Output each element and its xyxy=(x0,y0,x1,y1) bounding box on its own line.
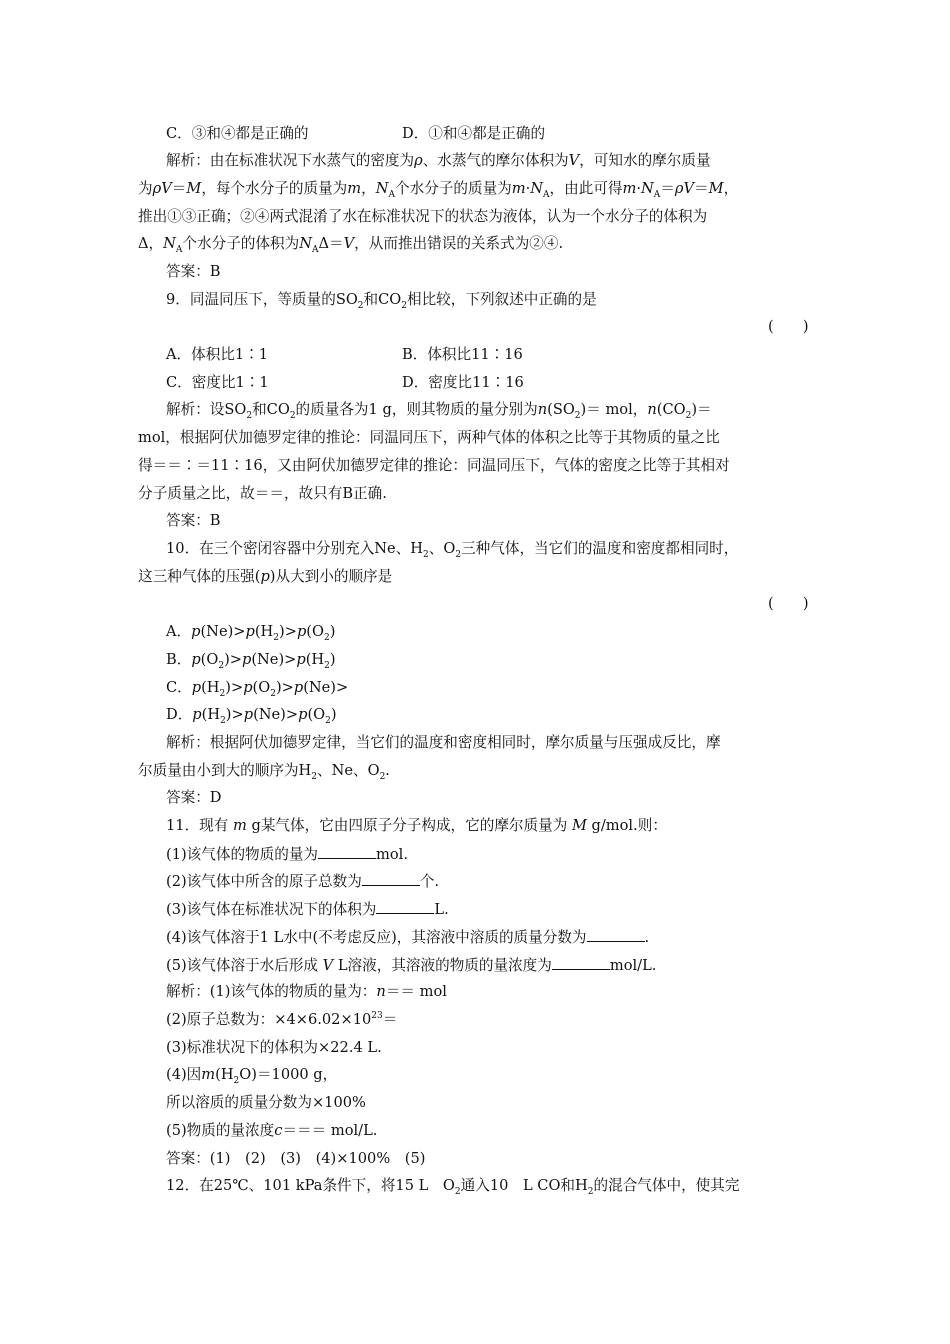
q10-answer-paren: ( ) xyxy=(768,595,809,612)
q9-analysis-line-4: 分子质量之比，故＝＝，故只有B正确. xyxy=(138,485,387,502)
q11-analysis-5: 所以溶质的质量分数为×100% xyxy=(166,1094,366,1111)
q11-analysis-4: (4)因$m(H_2O)=1000$ g， xyxy=(166,1066,338,1086)
q11-stem: 11．现有 m g某气体，它由四原子分子构成，它的摩尔质量为 M g/mol.则： xyxy=(166,817,667,834)
q11-analysis-2: (2)原子总数为：$\times 4\times 6.02\times 10^{23}=$ xyxy=(166,1011,398,1028)
q9-option-c: C．密度比1∶1 xyxy=(166,374,269,391)
q10-answer: 答案：D xyxy=(166,789,222,806)
q8-analysis-line-2: 为ρV＝M，每个水分子的质量为m，$N_A$个水分子的质量为$m\cdot N_A$，由此可得$m\cdot N_A=\rho V=M$， xyxy=(138,180,739,200)
q8-analysis-line-4: Δ，$N_A$个水分子的体积为$N_A\Delta=V$，从而推出错误的关系式为②④. xyxy=(138,235,564,255)
q9-answer: 答案：B xyxy=(166,512,221,529)
q8-answer: 答案：B xyxy=(166,263,221,280)
q10-analysis-line-2: 尔质量由小到大的顺序为$H_2$、Ne、$O_2$. xyxy=(138,762,390,782)
q9-analysis-line-1: 解析：设$SO_2$和$CO_2$的质量各为1 g，则其物质的量分别为$n(SO_2)=$ mol，$n(CO_2)=$ xyxy=(166,401,712,421)
q8-analysis-line-1: 解析：由在标准状况下水蒸气的密度为ρ、水蒸气的摩尔体积为V，可知水的摩尔质量 xyxy=(166,152,711,169)
q10-stem-line-2: 这三种气体的压强(p)从大到小的顺序是 xyxy=(138,568,393,585)
q11-part-5: (5)该气体溶于水后形成 V L溶液，其溶液的物质的量浓度为 mol/L. xyxy=(166,957,657,974)
q11-analysis-1: 解析：(1)该气体的物质的量为：n＝＝ mol xyxy=(166,983,447,1000)
q10-option-d: D．$p(H_2)>p(Ne)>p(O_2)$ xyxy=(166,706,337,726)
q10-stem-line-1: 10．在三个密闭容器中分别充入Ne、$H_2$、$O_2$三种气体，当它们的温度和密度都相同时， xyxy=(166,540,739,560)
fill-blank[interactable] xyxy=(587,927,645,942)
q9-stem: 9．同温同压下，等质量的$SO_2$和$CO_2$相比较，下列叙述中正确的是 xyxy=(166,291,597,311)
q10-option-c: C．$p(H_2)>p(O_2)>p(Ne)>$ xyxy=(166,679,349,699)
q10-option-a: A．$p(Ne)>p(H_2)>p(O_2)$ xyxy=(166,623,336,643)
q11-part-1: (1)该气体的物质的量为 mol. xyxy=(166,846,408,863)
q11-analysis-6: (5)物质的量浓度c＝＝＝ mol/L. xyxy=(166,1122,378,1139)
fill-blank[interactable] xyxy=(376,899,434,914)
q11-analysis-3: (3)标准状况下的体积为×22.4 L. xyxy=(166,1039,382,1056)
fill-blank[interactable] xyxy=(552,955,610,970)
q11-part-3: (3)该气体在标准状况下的体积为 L. xyxy=(166,901,449,918)
q9-analysis-line-2: mol，根据阿伏加德罗定律的推论：同温同压下，两种气体的体积之比等于其物质的量之比 xyxy=(138,429,720,446)
q12-stem: 12．在25℃、101 kPa条件下，将15 L $O_2$通入10 L CO和$H_2$的混合气体中，使其完 xyxy=(166,1177,740,1197)
fill-blank[interactable] xyxy=(362,871,420,886)
q9-option-b: B．体积比11∶16 xyxy=(402,346,523,363)
fill-blank[interactable] xyxy=(318,844,376,859)
q11-answer: 答案：(1) (2) (3) (4)×100% (5) xyxy=(166,1150,426,1167)
q9-answer-paren: ( ) xyxy=(768,318,809,335)
q11-part-4: (4)该气体溶于1 L水中(不考虑反应)，其溶液中溶质的质量分数为 . xyxy=(166,929,650,946)
q9-option-d: D．密度比11∶16 xyxy=(402,374,524,391)
q8-option-c: C．③和④都是正确的 xyxy=(166,125,309,142)
q9-option-a: A．体积比1∶1 xyxy=(166,346,269,363)
q11-part-2: (2)该气体中所含的原子总数为 个. xyxy=(166,873,440,890)
q8-option-d: D．①和④都是正确的 xyxy=(402,125,546,142)
q8-analysis-line-3: 推出①③正确；②④两式混淆了水在标准状况下的状态为液体，认为一个水分子的体积为 xyxy=(138,208,708,225)
q9-analysis-line-3: 得＝＝∶＝11∶16，又由阿伏加德罗定律的推论：同温同压下，气体的密度之比等于其相对 xyxy=(138,457,730,474)
q10-option-b: B．$p(O_2)>p(Ne)>p(H_2)$ xyxy=(166,651,336,671)
q10-analysis-line-1: 解析：根据阿伏加德罗定律，当它们的温度和密度相同时，摩尔质量与压强成反比，摩 xyxy=(166,734,721,751)
